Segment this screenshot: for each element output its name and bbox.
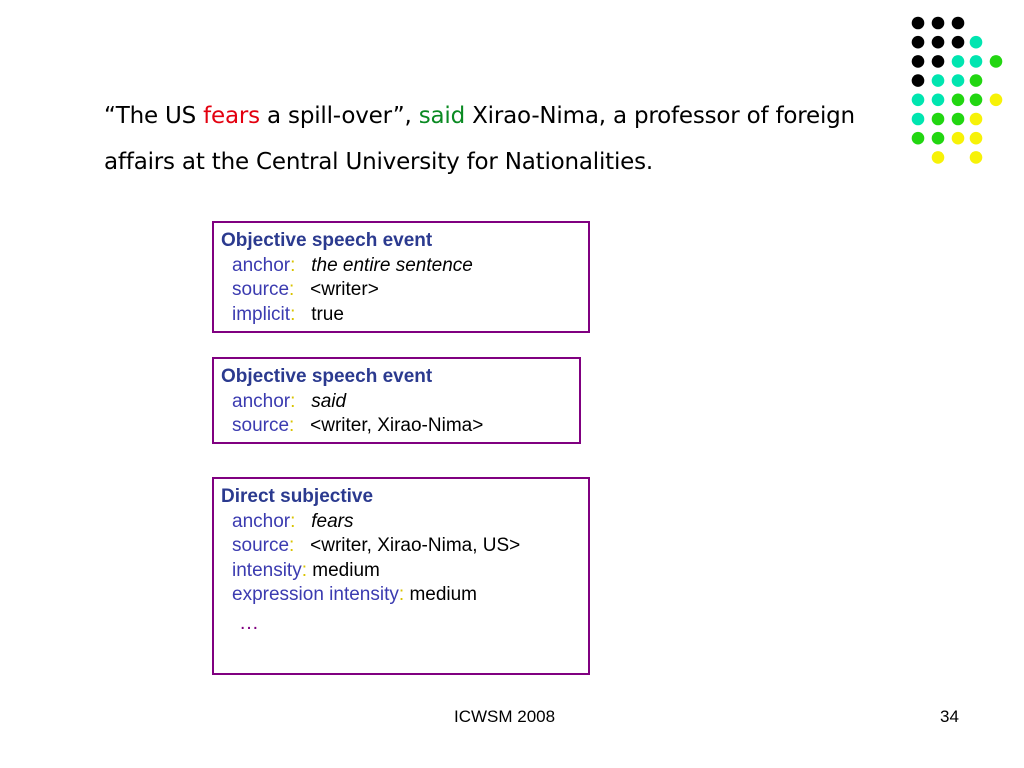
decorative-dot: [932, 74, 945, 87]
box-row-source: source: <writer>: [232, 279, 379, 300]
row-value: fears: [311, 510, 354, 532]
decorative-dot: [952, 113, 965, 126]
box-row-anchor: anchor: said: [232, 390, 347, 412]
row-key: anchor: [232, 390, 291, 412]
row-key: intensity: [232, 559, 302, 581]
row-value: <writer, Xirao-Nima, US>: [310, 535, 521, 556]
row-key: anchor: [232, 254, 291, 276]
decorative-dot: [990, 94, 1003, 107]
decorative-dot: [970, 113, 983, 126]
row-key: expression intensity: [232, 584, 399, 605]
decorative-dot: [952, 17, 965, 30]
footer-conference: ICWSM 2008: [454, 707, 556, 726]
decorative-dot: [952, 132, 965, 145]
box-row-anchor: anchor: fears: [232, 510, 354, 532]
row-value: <writer, Xirao-Nima>: [310, 415, 484, 436]
row-key: implicit: [232, 303, 291, 325]
row-key: source: [232, 279, 290, 300]
decorative-dot: [970, 36, 983, 49]
annotation-box-1: [212, 221, 590, 333]
decorative-dot: [932, 132, 945, 145]
decorative-dot: [970, 132, 983, 145]
footer-page-number: 34: [940, 707, 959, 726]
decorative-dot: [912, 36, 925, 49]
row-value: <writer>: [310, 279, 379, 300]
row-key: source: [232, 535, 290, 556]
decorative-dot: [912, 113, 925, 126]
box-row-anchor: anchor: the entire sentence: [232, 254, 473, 276]
decorative-dot: [912, 55, 925, 68]
quoted-sentence: [104, 93, 864, 185]
row-value: true: [311, 303, 344, 325]
decorative-dot: [952, 94, 965, 107]
row-value: medium: [409, 584, 478, 605]
decorative-dot: [970, 151, 983, 164]
quote-mid: a spill-over”,: [259, 103, 419, 129]
annotation-box-3: [212, 477, 590, 675]
decorative-dot: [912, 17, 925, 30]
row-value: medium: [312, 559, 380, 581]
decorative-dot: [912, 94, 925, 107]
box-row-implicit: implicit: true: [232, 303, 344, 325]
decorative-dot: [990, 55, 1003, 68]
box-row-source: source: <writer, Xirao-Nima, US>: [232, 535, 521, 556]
quote-word-said: said: [418, 103, 466, 129]
row-value: the entire sentence: [311, 254, 473, 276]
box-row-source: source: <writer, Xirao-Nima>: [232, 415, 484, 436]
quote-open: “The US: [104, 103, 204, 129]
decorative-dot: [970, 94, 983, 107]
decorative-dot: [932, 36, 945, 49]
decorative-dot: [932, 17, 945, 30]
decorative-dot: [912, 132, 925, 145]
row-key: source: [232, 415, 290, 436]
decorative-dot: [970, 55, 983, 68]
box-row-intensity: intensity: medium: [232, 559, 380, 581]
decorative-dot: [932, 55, 945, 68]
box-title: Direct subjective: [221, 486, 374, 507]
ellipsis: …: [239, 611, 262, 634]
decorative-dot: [932, 151, 945, 164]
decorative-dot: [912, 74, 925, 87]
decorative-dot: [970, 74, 983, 87]
row-key: anchor: [232, 510, 291, 532]
decorative-dot: [952, 36, 965, 49]
decorative-dot: [952, 74, 965, 87]
decorative-dot: [932, 94, 945, 107]
annotation-box-2: [212, 357, 581, 444]
decorative-dot: [952, 55, 965, 68]
decorative-dot: [932, 113, 945, 126]
box-title: Objective speech event: [221, 366, 433, 387]
quote-rest: Xirao-Nima, a professor of foreign affairs at the Central University for Nationalities.: [104, 103, 855, 175]
quote-word-fears: fears: [203, 103, 260, 129]
box-title: Objective speech event: [221, 230, 433, 251]
box-row-expression-intensity: expression intensity: medium: [232, 584, 478, 605]
row-value: said: [311, 390, 347, 412]
